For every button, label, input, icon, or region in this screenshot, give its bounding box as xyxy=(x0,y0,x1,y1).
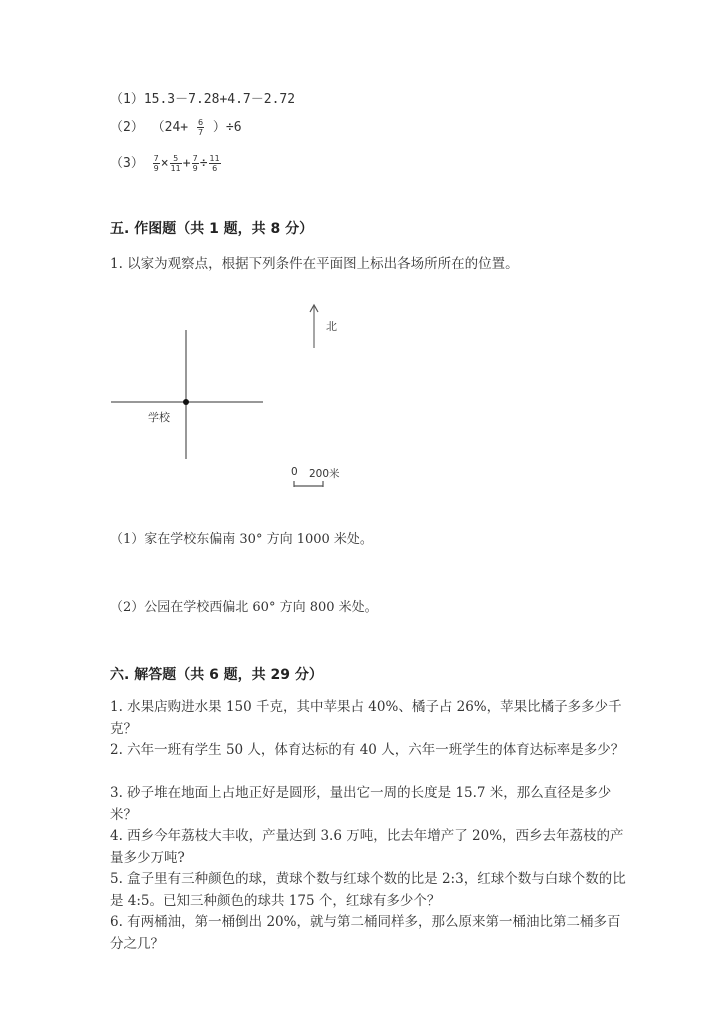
fraction: $\frac{7}{9}$ xyxy=(153,154,159,173)
fraction: $\frac{7}{9}$ xyxy=(192,154,198,173)
north-arrow-icon xyxy=(310,305,318,348)
problem-6: 6. 有两桶油，第一桶倒出 20%，就与第二桶同样多，那么原来第一桶油比第二桶多百分之几？ xyxy=(110,914,621,952)
section-5-title: 五. 作图题（共 1 题，共 8 分） xyxy=(110,221,314,237)
problem-5: 5. 盒子里有三种颜色的球，黄球个数与红球个数的比是 2:3，红球个数与白球个数的比是 4:5。已知三种颜色的球共 175 个，红球有多少个？ xyxy=(110,871,626,909)
fraction: $\frac{5}{11}$ xyxy=(170,154,181,173)
calc-label: （1） xyxy=(110,92,144,107)
calc-expr-prefix: （24+ xyxy=(151,120,189,135)
operator: × xyxy=(160,156,169,171)
school-point-icon xyxy=(183,399,189,405)
scale-zero-label: 0 xyxy=(291,466,298,478)
section-5-sub-item-1: （1）家在学校东偏南 30° 方向 1000 米处。 xyxy=(110,532,373,547)
calc-expr-suffix: ）÷6 xyxy=(212,120,242,135)
calc-label: （2） xyxy=(110,120,144,135)
problem-2: 2. 六年一班有学生 50 人，体育达标的有 40 人，六年一班学生的体育达标率是多少？ xyxy=(110,742,625,758)
calc-expression: 15.3－7.28+4.7－2.72 xyxy=(143,92,296,107)
scale-value-label: 200米 xyxy=(309,468,340,480)
fraction: $\frac{11}{6}$ xyxy=(209,154,220,173)
operator: + xyxy=(182,156,191,171)
problem-1: 1. 水果店购进水果 150 千克，其中苹果占 40%、橘子占 26%，苹果比橘子多多少千克？ xyxy=(110,699,622,737)
section-5-question: 1. 以家为观察点，根据下列条件在平面图上标出各场所所在的位置。 xyxy=(110,256,519,272)
section-6-title: 六. 解答题（共 6 题，共 29 分） xyxy=(110,667,323,683)
school-label: 学校 xyxy=(148,411,170,424)
operator: ÷ xyxy=(199,156,208,171)
problem-4: 4. 西乡今年荔枝大丰收，产量达到 3.6 万吨，比去年增产了 20%，西乡去年荔枝的产量多少万吨? xyxy=(110,828,624,866)
problem-3: 3. 砂子堆在地面上占地正好是圆形，量出它一周的长度是 15.7 米，那么直径是多少米？ xyxy=(110,785,612,823)
north-label: 北 xyxy=(326,320,337,333)
scale-bar-icon xyxy=(294,481,323,487)
section-5-sub-item-2: （2）公园在学校西偏北 60° 方向 800 米处。 xyxy=(110,600,378,615)
fraction: $\frac{6}{7}$ xyxy=(197,118,204,137)
crosshair-axes xyxy=(111,330,263,459)
calc-label: （3） xyxy=(110,156,144,171)
